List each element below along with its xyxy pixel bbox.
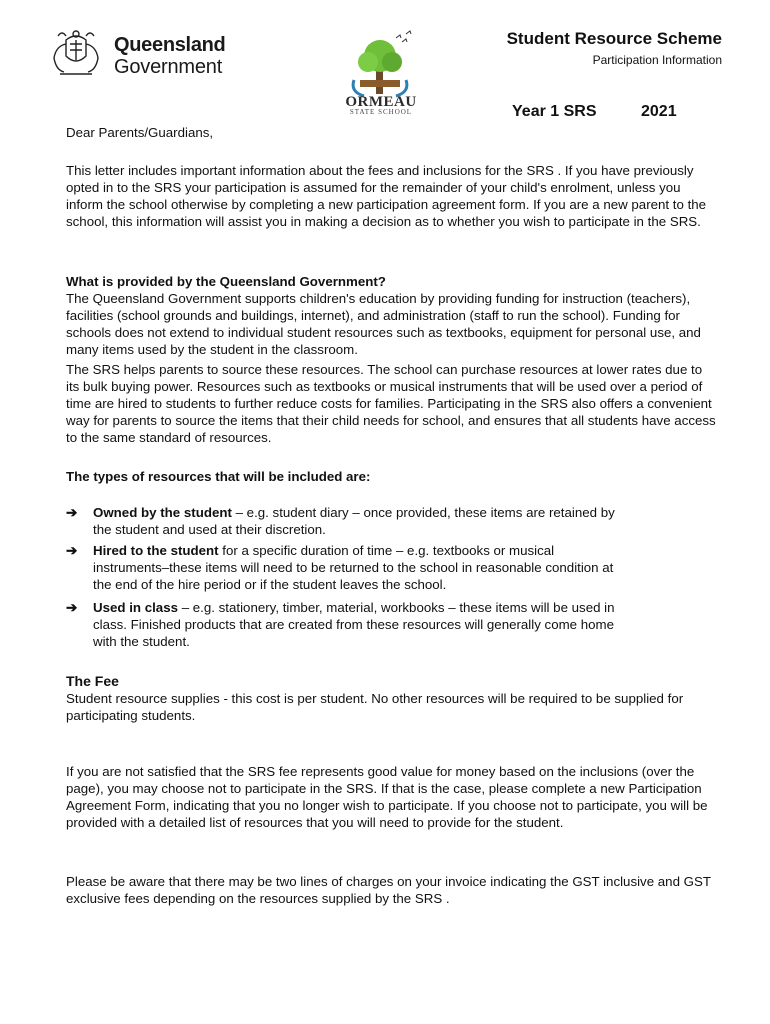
bullet-text: for a specific duration of time – e.g. textbooks or musical instruments–these items will need to be returned to the school in reasonable condition at the end of the hire period or if the student leaves the school. [93, 543, 614, 592]
list-item [66, 504, 626, 538]
government-provision-paragraph: The Queensland Government supports children's education by providing funding for instruction (teachers), facilities (school grounds and buildings, internet), and administration (staff to run the school). Funding for schools does not extend to individual student resources such as textbooks, equipment for personal use, and many items used by the student in the classroom. [66, 291, 701, 357]
resource-types-heading: The types of resources that will be included are: [66, 469, 371, 484]
arrow-icon: ➔ [66, 543, 78, 558]
greeting: Dear Parents/Guardians, [66, 125, 214, 140]
government-name-line2: Government [114, 56, 223, 78]
year-value: 2021 [641, 103, 677, 120]
year-label: Year 1 SRS [512, 103, 597, 120]
gst-note-paragraph: Please be aware that there may be two lines of charges on your invoice indicating the GST inclusive and GST exclusive fees depending on the resources supplied by the SRS . [66, 874, 711, 906]
srs-benefits-paragraph: The SRS helps parents to source these resources. The school can purchase resources at lower rates due to its bulk buying power. Resources such as textbooks or musical instruments that will be used over a period of time are hired to students to further reduce costs for families. Participating in the SRS also offers a convenient way for parents to source the items that their child needs for school, and ensures that all students have access to the same standard of resources. [66, 362, 716, 445]
school-name: ORMEAU [345, 94, 417, 110]
opt-out-paragraph: If you are not satisfied that the SRS fee represents good value for money based on the inclusions (over the page), you may choose not to participate in the SRS. If that is the case, please complete a new Participation Agreement Form, indicating that you no longer wish to participate. If you choose not to participate, you will be provided with a detailed list of resources that you will need to provide for the student. [66, 764, 708, 830]
bullet-text: – e.g. stationery, timber, material, workbooks – these items will be used in class. Finished products that are created from these resources will generally come home with the student. [93, 600, 615, 649]
document-subtitle: Participation Information [592, 53, 722, 67]
coat-of-arms-icon [48, 26, 104, 82]
document-title: Student Resource Scheme [506, 29, 722, 48]
government-provision-heading: What is provided by the Queensland Government? [66, 274, 386, 289]
bullet-lead: Hired to the student [93, 543, 219, 558]
fee-paragraph: Student resource supplies - this cost is per student. No other resources will be required to be supplied for participating students. [66, 691, 684, 723]
fee-heading: The Fee [66, 673, 119, 689]
bullet-text: – e.g. student diary – once provided, these items are retained by the student and used at their discretion. [93, 505, 615, 537]
queensland-government-logo [48, 26, 238, 82]
bullet-lead: Owned by the student [93, 505, 232, 520]
list-item [66, 599, 626, 650]
school-subtitle: STATE SCHOOL [349, 108, 413, 116]
government-name-line1: Queensland [114, 34, 226, 56]
intro-paragraph: This letter includes important information about the fees and inclusions for the SRS . If you have previously opted in to the SRS your participation is assumed for the remainder of your child's enrolment, unless you inform the school otherwise by completing a new participation agreement form. If you are a new parent to the school, this information will assist you in making a decision as to whether you wish to participate in the SRS. [66, 163, 707, 229]
list-item [66, 542, 626, 593]
arrow-icon: ➔ [66, 505, 78, 520]
arrow-icon: ➔ [66, 600, 78, 615]
bullet-lead: Used in class [93, 600, 178, 615]
